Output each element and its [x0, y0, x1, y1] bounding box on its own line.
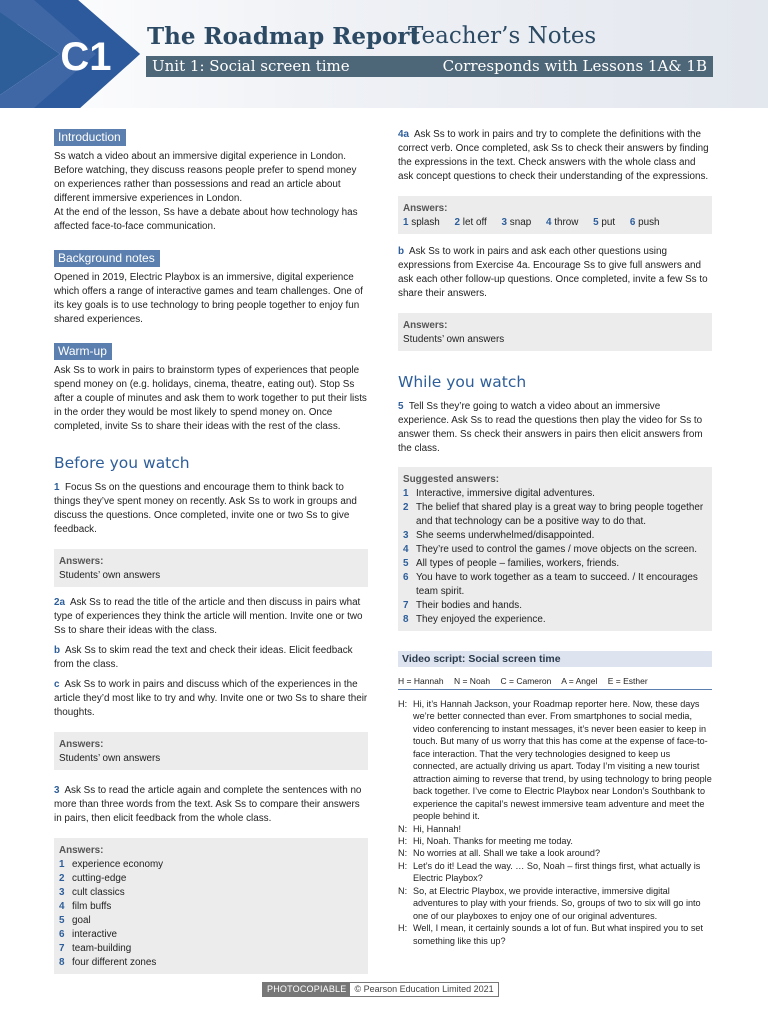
introduction-heading: Introduction	[54, 129, 126, 146]
suggested-answers-box	[398, 467, 712, 631]
exercise-number: b	[398, 246, 405, 257]
exercise-number: 3	[54, 785, 60, 796]
script-line: N: So, at Electric Playbox, we provide interactive, immersive digital adventures to play with your friends. So, groups of two to six will go into one of our playboxes to enjoy one of our original adventures.	[398, 885, 701, 921]
exercise-number: 4a	[398, 129, 409, 140]
script-line: H: Well, I mean, it certainly sounds a lot of fun. But what inspired you to set something like this up?	[398, 923, 703, 946]
answers-text: Students’ own answers	[59, 753, 161, 764]
unit-badge-label: C1	[60, 35, 112, 79]
list-item: 2 let off	[454, 217, 487, 228]
unit-bar	[146, 56, 713, 77]
copyright-text: © Pearson Education Limited 2021	[354, 984, 494, 994]
exercise-number: b	[54, 645, 61, 656]
while-you-watch-heading: While you watch	[398, 373, 527, 391]
list-item: 8 four different zones	[59, 957, 157, 968]
exercise-5	[398, 400, 712, 456]
answers-label: Answers:	[59, 739, 104, 750]
teachers-notes-title: Teacher’s Notes	[408, 23, 597, 49]
suggested-answers-label: Suggested answers:	[403, 474, 500, 485]
speaker-legend	[398, 673, 712, 690]
exercise-text: Ask Ss to read the article again and complete the sentences with no more than three words from the text. Ask Ss to compare their answers in pairs, then elicit feedback from the whole class.	[54, 785, 362, 824]
answers-inline	[403, 216, 707, 230]
answers-label: Answers:	[403, 203, 448, 214]
script-line: H: Let’s do it! Lead the way. … So, Noah – first things first, what actually is Electric Playbox?	[398, 860, 701, 884]
exercise-text: Ask Ss to work in pairs and try to complete the definitions with the correct verb. Once completed, ask Ss to check their answers by finding the expressions in the text. Check answers with the whole class and ask concept questions to check their understanding of the expressions.	[398, 129, 709, 182]
list-item: 3 She seems underwhelmed/disappointed.	[403, 530, 595, 541]
video-script	[398, 698, 712, 947]
list-item: 4 throw	[545, 217, 579, 228]
list-item: 3 cult classics	[59, 887, 125, 898]
list-item: 1 splash	[403, 217, 440, 228]
exercise-2c	[54, 678, 368, 720]
answers-box	[54, 549, 368, 587]
list-item: 2 The belief that shared play is a great way to bring people together and that technology can be a positive way to do that.	[403, 502, 704, 527]
exercise-text: Ask Ss to skim read the text and check their ideas. Elicit feedback from the class.	[54, 645, 353, 670]
script-line: N: No worries at all. Shall we take a look around?	[398, 848, 601, 859]
legend-item: H = Hannah	[398, 676, 444, 686]
answers-box	[398, 196, 712, 234]
legend-item: C = Cameron	[500, 676, 552, 686]
right-column	[398, 128, 712, 947]
script-line: N: Hi, Hannah!	[398, 823, 462, 834]
left-column	[54, 128, 368, 974]
script-line: H: Hi, Noah. Thanks for meeting me today.	[398, 835, 573, 846]
background-notes-heading: Background notes	[54, 250, 160, 267]
list-item: 1 experience economy	[59, 859, 164, 870]
answers-text: Students’ own answers	[59, 570, 161, 581]
list-item: 5 goal	[59, 915, 91, 926]
answers-list	[59, 858, 363, 970]
list-item: 7 team-building	[59, 943, 132, 954]
exercise-text: Tell Ss they’re going to watch a video about an immersive experience. Ask Ss to read the questions then play the video for Ss to answer them. Ss check their answers in pairs then elicit answers from the class.	[398, 401, 703, 454]
video-script-heading: Video script: Social screen time	[398, 651, 712, 667]
list-item: 1 Interactive, immersive digital adventures.	[403, 488, 595, 499]
unit-badge	[0, 0, 140, 108]
exercise-text: Ask Ss to work in pairs and ask each other questions using expressions from Exercise 4a. Encourage Ss to give full answers and ask each other follow-up questions. Once completed, invite a few Ss to share their answers.	[398, 246, 708, 299]
list-item: 7 Their bodies and hands.	[403, 600, 522, 611]
footer	[262, 982, 499, 997]
answers-text: Students’ own answers	[403, 334, 505, 345]
exercise-4a	[398, 128, 712, 184]
warm-up-heading: Warm-up	[54, 343, 112, 360]
suggested-answers-list	[403, 487, 707, 627]
exercise-number: c	[54, 679, 60, 690]
exercise-3	[54, 784, 368, 826]
lessons-label: Corresponds with Lessons 1A& 1B	[442, 57, 707, 75]
unit-label: Unit 1: Social screen time	[152, 57, 350, 75]
legend-item: E = Esther	[607, 676, 648, 686]
introduction-text-2: At the end of the lesson, Ss have a debate about how technology has affected face-to-face communication.	[54, 207, 358, 232]
list-item: 4 They’re used to control the games / move objects on the screen.	[403, 544, 698, 555]
list-item: 8 They enjoyed the experience.	[403, 614, 546, 625]
list-item: 5 put	[593, 217, 616, 228]
answers-box	[54, 732, 368, 770]
list-item: 6 push	[629, 217, 660, 228]
answers-label: Answers:	[59, 556, 104, 567]
report-title: The Roadmap Report	[147, 23, 421, 50]
exercise-2b	[54, 644, 368, 672]
exercise-text: Ask Ss to read the title of the article and then discuss in pairs what type of experiences they think the article will mention. Invite one or two Ss to share their ideas with the class.	[54, 597, 363, 636]
photocopiable-label: PHOTOCOPIABLE	[263, 983, 350, 996]
introduction-text: Ss watch a video about an immersive digital experience in London. Before watching, they discuss reasons people prefer to spend money on experiences rather than possessions and read an article about different immersive experiences in London.	[54, 151, 357, 204]
answers-label: Answers:	[403, 320, 448, 331]
list-item: 6 You have to work together as a team to succeed. / It encourages team spirit.	[403, 572, 698, 597]
list-item: 3 snap	[501, 217, 532, 228]
background-notes-text: Opened in 2019, Electric Playbox is an immersive, digital experience which offers a range of interactive games and team challenges. One of its key goals is to use technology to bring people together to enjoy fun shared experiences.	[54, 272, 363, 325]
before-you-watch-heading: Before you watch	[54, 454, 190, 472]
answers-box	[54, 838, 368, 974]
list-item: 4 film buffs	[59, 901, 112, 912]
legend-item: N = Noah	[453, 676, 491, 686]
exercise-number: 2a	[54, 597, 65, 608]
exercise-number: 5	[398, 401, 404, 412]
legend-item: A = Angel	[561, 676, 598, 686]
answers-label: Answers:	[59, 845, 104, 856]
exercise-text: Ask Ss to work in pairs and discuss which of the experiences in the article they’d most like to try and why. Invite one or two Ss to share their thoughts.	[54, 679, 368, 718]
list-item: 5 All types of people – families, workers, friends.	[403, 558, 620, 569]
answers-box	[398, 313, 712, 351]
exercise-2a	[54, 596, 368, 638]
list-item: 6 interactive	[59, 929, 118, 940]
exercise-number: 1	[54, 482, 60, 493]
exercise-1	[54, 481, 368, 537]
warm-up-text: Ask Ss to work in pairs to brainstorm types of experiences that people spend money on (e.g. holidays, cinema, theatre, eating out). Stop Ss after a couple of minutes and ask them to work together to put their lists in the order they would be most likely to spend money on. Once completed, invite Ss to share their ideas with the rest of the class.	[54, 365, 367, 432]
list-item: 2 cutting-edge	[59, 873, 127, 884]
script-line: H: Hi, it’s Hannah Jackson, your Roadmap reporter here. Now, these days we’re better connected than ever. From smartphones to social media, video conferencing to instant messages, it’s never been easier to keep in touch. But many of us worry that this has come at the expense of face-to-face interaction. That the very technologies designed to keep us connected, are actually driving us apart. Today I’m visiting a new tourist attraction aiming to reverse that trend, by using technology to bring people back together. I’ve come to Electric Playbox near London’s Southbank to experience the capital’s newest immersive team adventure and meet the people behind it.	[398, 699, 712, 822]
exercise-4b	[398, 245, 712, 301]
exercise-text: Focus Ss on the questions and encourage them to think back to things they’ve spent money on recently. Ask Ss to work in groups and discuss the questions. Once completed, invite one or two Ss to give feedback.	[54, 482, 357, 535]
